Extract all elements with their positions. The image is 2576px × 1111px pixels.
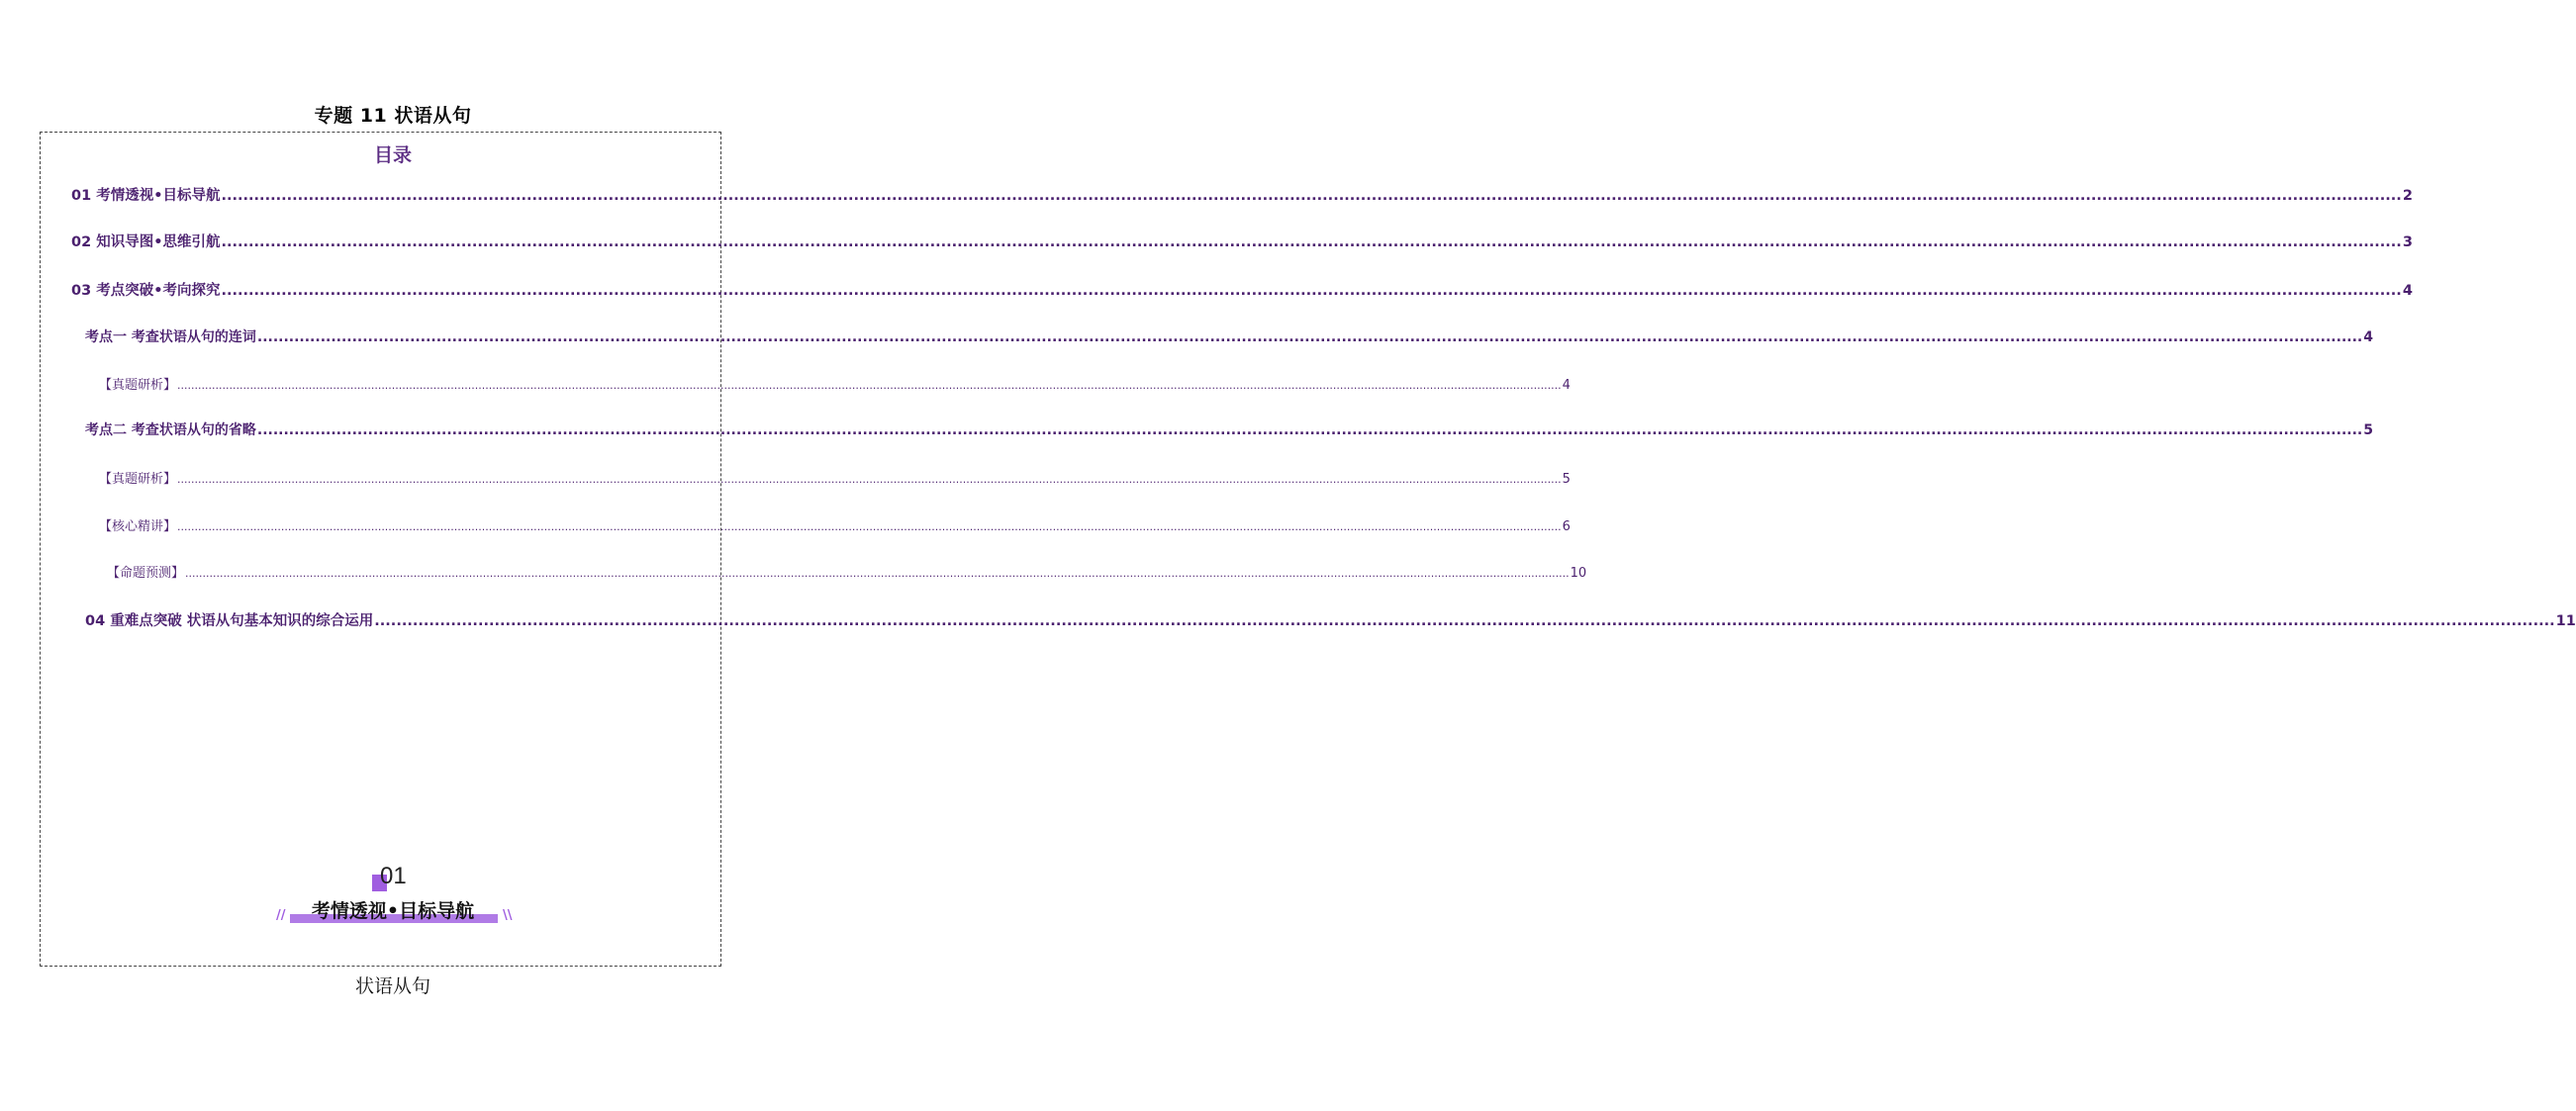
toc-entry-page: 5 — [2363, 422, 2373, 438]
slash-decoration-left: // — [276, 908, 286, 923]
toc-entry-label: 【真题研析】 — [99, 472, 177, 487]
section-number: 01 — [380, 863, 407, 889]
toc-entry-page: 3 — [2402, 234, 2413, 250]
footer-caption: 状语从句 — [354, 975, 430, 997]
toc-entry-page: 10 — [1570, 566, 1587, 581]
toc-leader-dots: ................................................................................................................................................................................................................................................................................................................................................................................................................ — [177, 379, 1562, 392]
toc-entry-page: 6 — [1562, 519, 1571, 534]
toc-leader-dots: ................................................................................................................................................................................................................................................................................................................................................................................................................ — [177, 473, 1562, 486]
toc-entry[interactable] — [71, 184, 2413, 205]
toc-entry-label: 01 考情透视•目标导航 — [71, 188, 221, 204]
toc-entry-label: 【核心精讲】 — [99, 519, 177, 534]
slash-decoration-right: \\ — [503, 908, 513, 923]
toc-entry-label: 【命题预测】 — [107, 566, 185, 581]
toc-entry[interactable] — [99, 374, 1571, 393]
toc-heading: 目录 — [373, 144, 412, 166]
toc-entry[interactable] — [71, 279, 2413, 300]
toc-entry[interactable] — [71, 231, 2413, 251]
page-title: 专题 11 状语从句 — [314, 105, 472, 127]
toc-entry-page: 2 — [2402, 188, 2413, 204]
toc-entry[interactable] — [99, 515, 1571, 534]
toc-entry[interactable] — [107, 562, 1587, 581]
toc-entry-page: 4 — [1562, 378, 1571, 393]
toc-leader-dots: ................................................................................................................................................................................................................................................................................................................................................................................................................ — [185, 567, 1570, 580]
toc-leader-dots: ................................................................................................................................................................................................................................................................................................................................................................................................................ — [221, 234, 2402, 250]
toc-entry[interactable] — [99, 468, 1571, 487]
toc-entry[interactable] — [85, 326, 2373, 346]
toc-frame — [40, 132, 721, 967]
toc-leader-dots: ................................................................................................................................................................................................................................................................................................................................................................................................................ — [221, 188, 2402, 204]
toc-entry-label: 考点一 考查状语从句的连词 — [85, 329, 256, 345]
toc-leader-dots: ................................................................................................................................................................................................................................................................................................................................................................................................................ — [374, 613, 2555, 629]
toc-entry-page: 5 — [1562, 472, 1571, 487]
toc-entry[interactable] — [85, 419, 2373, 439]
toc-entry-label: 考点二 考查状语从句的省略 — [85, 422, 256, 438]
toc-entry-page: 11 — [2555, 613, 2576, 629]
toc-entry-page: 4 — [2402, 283, 2413, 299]
toc-leader-dots: ................................................................................................................................................................................................................................................................................................................................................................................................................ — [256, 422, 2363, 438]
toc-leader-dots: ................................................................................................................................................................................................................................................................................................................................................................................................................ — [256, 329, 2363, 345]
toc-entry-label: 02 知识导图•思维引航 — [71, 234, 221, 250]
toc-entry[interactable] — [85, 609, 2576, 630]
toc-leader-dots: ................................................................................................................................................................................................................................................................................................................................................................................................................ — [221, 283, 2402, 299]
toc-entry-label: 04 重难点突破 状语从句基本知识的综合运用 — [85, 613, 374, 629]
toc-entry-page: 4 — [2363, 329, 2373, 345]
toc-entry-label: 【真题研析】 — [99, 378, 177, 393]
toc-leader-dots: ................................................................................................................................................................................................................................................................................................................................................................................................................ — [177, 520, 1562, 533]
toc-entry-label: 03 考点突破•考向探究 — [71, 283, 221, 299]
section-title: 考情透视•目标导航 — [311, 900, 475, 922]
